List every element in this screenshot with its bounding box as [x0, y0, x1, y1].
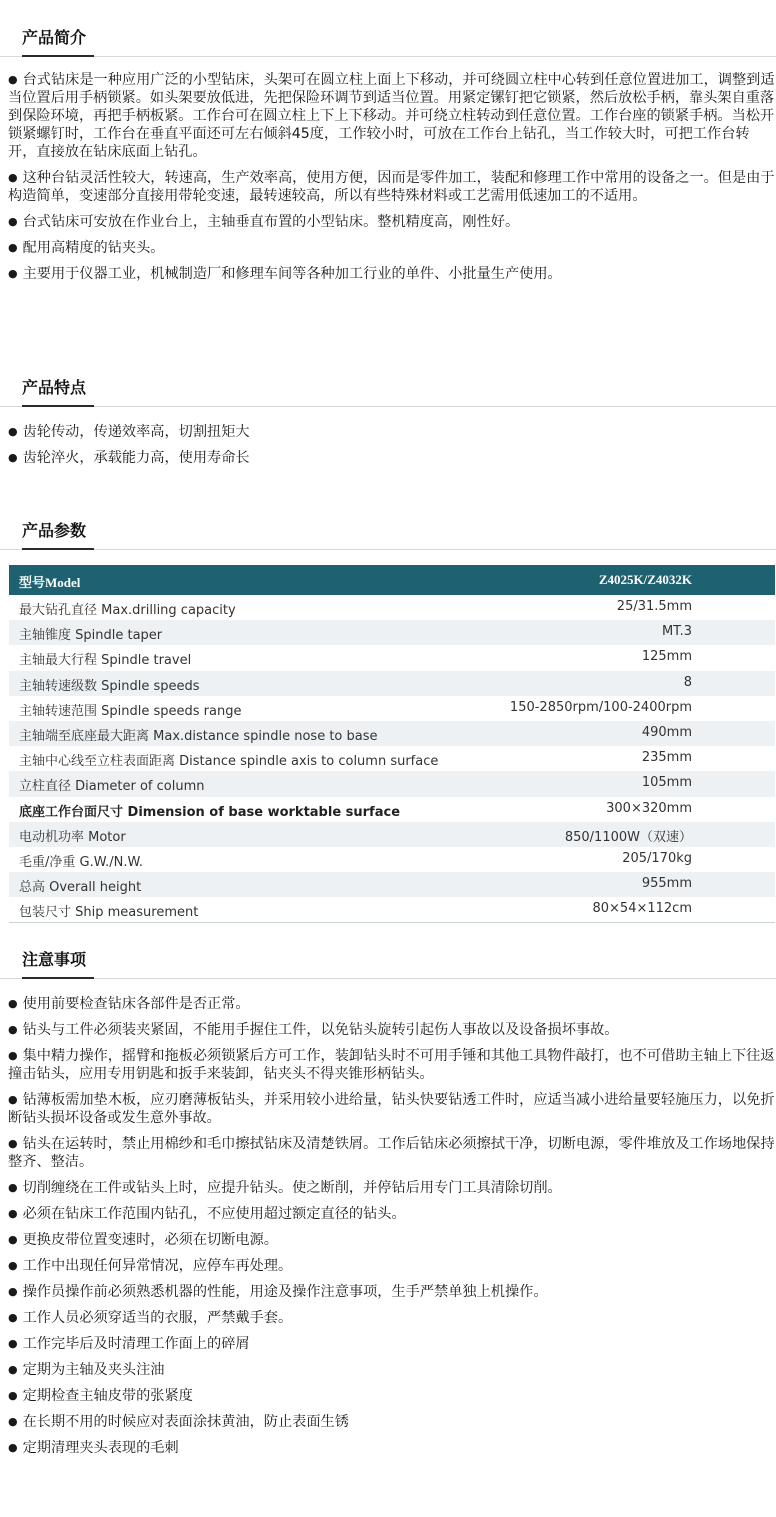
list-item: ● 必须在钻床工作范围内钻孔，不应使用超过额定直径的钻头。	[8, 1206, 406, 1222]
table-row: 立柱直径 Diameter of column 105mm	[9, 771, 775, 796]
intro-heading	[0, 26, 776, 57]
list-item: ● 集中精力操作，摇臂和拖板必须锁紧后方可工作，装卸钻头时不可用手锤和其他工具物件敲打，也不可借助主轴上下往返撞击钻头，应用专用钥匙和扳手来装卸，钻夹头不得夹锥形柄钻头。	[8, 1048, 775, 1082]
table-row: 主轴端至底座最大距离 Max.distance spindle nose to base 490mm	[9, 721, 775, 746]
bullet-icon: ●	[8, 1415, 18, 1428]
table-row: 包装尺寸 Ship measurement 80×54×112cm	[19, 901, 692, 921]
bullet-icon: ●	[8, 1181, 18, 1194]
table-row: 主轴最大行程 Spindle travel 125mm	[19, 649, 692, 669]
list-item: ● 更换皮带位置变速时，必须在切断电源。	[8, 1232, 278, 1248]
list-item: ● 台式钻床可安放在作业台上，主轴垂直布置的小型钻床。整机精度高，刚性好。	[8, 214, 520, 230]
list-item: ● 操作员操作前必须熟悉机器的性能，用途及操作注意事项，生手严禁单独上机操作。	[8, 1284, 548, 1300]
bullet-icon: ●	[8, 1259, 18, 1272]
table-row: 主轴中心线至立柱表面距离 Distance spindle axis to column surface 235mm	[19, 750, 692, 770]
notes-title: 注意事项	[22, 950, 87, 969]
list-item: ● 齿轮淬火，承载能力高，使用寿命长	[8, 450, 250, 466]
bullet-icon: ●	[8, 267, 18, 280]
table-row: 电动机功率 Motor 850/1100W（双速）	[9, 822, 775, 847]
list-item: ● 定期为主轴及夹头注油	[8, 1362, 165, 1378]
bullet-icon: ●	[8, 171, 18, 184]
bullet-icon: ●	[8, 1337, 18, 1350]
list-item: ● 定期检查主轴皮带的张紧度	[8, 1388, 193, 1404]
bullet-icon: ●	[8, 1023, 18, 1036]
list-item: ● 这种台钻灵活性较大，转速高，生产效率高，使用方便，因而是零件加工，装配和修理工作中常用的设备之一。但是由于构造简单，变速部分直接用带轮变速，最转速较高，所以有些特殊材料或工艺需用低速加工的不适用。	[8, 170, 775, 204]
bullet-icon: ●	[8, 451, 18, 464]
table-row: 总高 Overall height 955mm	[9, 872, 775, 897]
list-item: ● 工作人员必须穿适当的衣服，严禁戴手套。	[8, 1310, 293, 1326]
bullet-icon: ●	[8, 1285, 18, 1298]
list-item: ● 主要用于仪器工业，机械制造厂和修理车间等各种加工行业的单件、小批量生产使用。	[8, 266, 562, 282]
heading-underline	[22, 55, 94, 57]
bullet-icon: ●	[8, 215, 18, 228]
bullet-icon: ●	[8, 1441, 18, 1454]
params-title: 产品参数	[22, 521, 87, 540]
bullet-icon: ●	[8, 1207, 18, 1220]
intro-list	[8, 71, 776, 291]
bullet-icon: ●	[8, 1049, 18, 1062]
list-item: ● 钻头在运转时，禁止用棉纱和毛巾擦拭钻床及清楚铁屑。工作后钻床必须擦拭干净，切断电源，零件堆放及工作场地保持整齐、整洁。	[8, 1136, 775, 1170]
intro-title: 产品简介	[22, 28, 87, 47]
notes-list	[8, 995, 776, 1465]
bullet-icon: ●	[8, 1137, 18, 1150]
list-item: ● 工作中出现任何异常情况，应停车再处理。	[8, 1258, 293, 1274]
table-row: 底座工作台面尺寸 Dimension of base worktable surface 300×320mm	[19, 800, 692, 820]
table-row: 主轴锥度 Spindle taper MT.3	[9, 620, 775, 645]
list-item: ● 在长期不用的时候应对表面涂抹黄油，防止表面生锈	[8, 1414, 349, 1430]
spec-table-header	[9, 565, 775, 595]
bullet-icon: ●	[8, 1233, 18, 1246]
list-item: ● 使用前要检查钻床各部件是否正常。	[8, 996, 250, 1012]
features-heading	[0, 376, 776, 407]
list-item: ● 台式钻床是一种应用广泛的小型钻床，头架可在圆立柱上面上下移动，并可绕圆立柱中心转到任意位置进加工，调整到适当位置后用手柄锁紧。如头架要放低进，先把保险环调节到适当位置。用紧定镙钉把它锁紧，然后放松手柄，靠头架自重落到保险环境，再把手柄板紧。工作台可在圆立柱上下上下移动。并可绕立柱转动到任意位置。工作台座的锁紧手柄。当松开锁紧螺钉时，工作台在垂直平面还可左右倾斜45度，工作较小时，可放在工作台上钻孔，当工作较大时，可把工作台转开，直接放在钻床底面上钻孔。	[8, 72, 775, 160]
bullet-icon: ●	[8, 1389, 18, 1402]
list-item: ● 切削缠绕在工件或钻头上时，应提升钻头。使之断削，并停钻后用专门工具清除切削。	[8, 1180, 562, 1196]
spec-header-value: Z4025K/Z4032K	[598, 572, 692, 587]
list-item: ● 齿轮传动，传递效率高，切割扭矩大	[8, 424, 250, 440]
table-row: 主轴转速范围 Spindle speeds range 150-2850rpm/100-2400rpm	[19, 699, 692, 719]
bullet-icon: ●	[8, 1093, 18, 1106]
table-row: 主轴转速级数 Spindle speeds 8	[9, 671, 775, 696]
features-title: 产品特点	[22, 378, 87, 397]
list-item: ● 钻薄板需加垫木板，应刃磨薄板钻头，并采用较小进给量，钻头快要钻透工件时，应适当减小进给量要轻施压力，以免折断钻头损坏设备或发生意外事故。	[8, 1092, 775, 1126]
features-list	[8, 423, 776, 475]
list-item: ● 定期清理夹头表现的毛刺	[8, 1440, 179, 1456]
bullet-icon: ●	[8, 997, 18, 1010]
heading-underline	[22, 548, 94, 550]
table-divider	[9, 922, 775, 923]
bullet-icon: ●	[8, 425, 18, 438]
list-item: ● 钻头与工件必须装夹紧固，不能用手握住工件，以免钻头旋转引起伤人事故以及设备损坏事故。	[8, 1022, 619, 1038]
spec-table	[9, 565, 775, 923]
bullet-icon: ●	[8, 1363, 18, 1376]
heading-underline	[22, 405, 94, 407]
bullet-icon: ●	[8, 73, 18, 86]
list-item: ● 配用高精度的钻夹头。	[8, 240, 165, 256]
table-row: 最大钻孔直径 Max.drilling capacity 25/31.5mm	[19, 599, 692, 618]
list-item: ● 工作完毕后及时清理工作面上的碎屑	[8, 1336, 250, 1352]
table-row: 毛重/净重 G.W./N.W. 205/170kg	[19, 850, 692, 870]
notes-heading	[0, 948, 776, 979]
bullet-icon: ●	[8, 241, 18, 254]
params-heading	[0, 519, 776, 550]
bullet-icon: ●	[8, 1311, 18, 1324]
heading-underline	[22, 977, 94, 979]
spec-header-label: 型号Model	[19, 575, 81, 590]
